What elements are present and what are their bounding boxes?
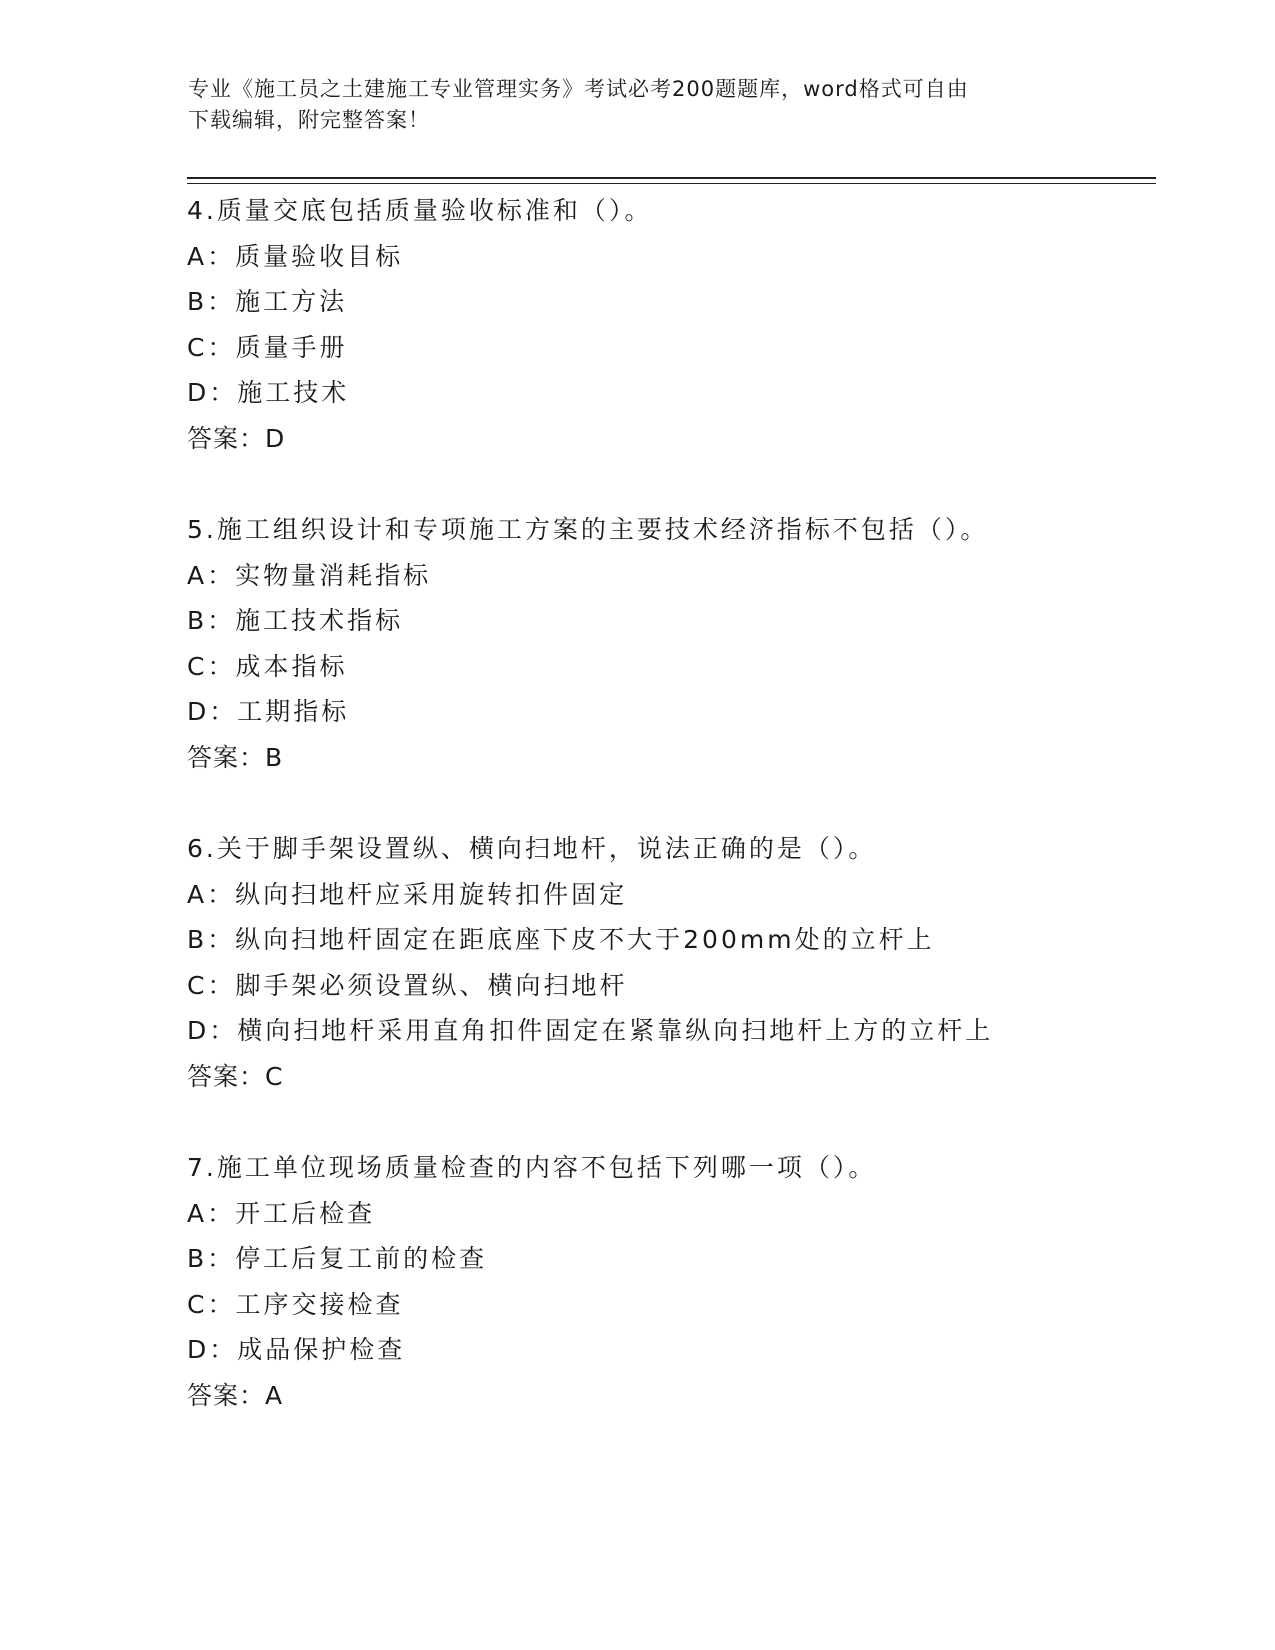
question-list xyxy=(187,188,1167,1464)
question-stem: 5.施工组织设计和专项施工方案的主要技术经济指标不包括（）。 xyxy=(187,515,989,544)
question-6 xyxy=(187,826,1167,1099)
option-a: A：纵向扫地杆应采用旋转扣件固定 xyxy=(187,879,628,909)
option-c: C：脚手架必须设置纵、横向扫地杆 xyxy=(187,970,628,1000)
answer-label: 答案：A xyxy=(187,1380,284,1410)
question-7 xyxy=(187,1145,1167,1418)
option-d: D：工期指标 xyxy=(187,697,350,726)
header-line-1: 专业《施工员之土建施工专业管理实务》考试必考200题题库，word格式可自由 xyxy=(188,77,969,101)
question-5 xyxy=(187,507,1167,780)
question-stem: 6.关于脚手架设置纵、横向扫地杆，说法正确的是（）。 xyxy=(187,834,877,863)
option-d: D：成品保护检查 xyxy=(187,1335,406,1364)
option-b: B：施工方法 xyxy=(187,287,348,316)
header-divider-thin xyxy=(187,183,1156,184)
header-divider-thick xyxy=(187,177,1156,179)
option-b: B：施工技术指标 xyxy=(187,606,404,635)
option-d: D：横向扫地杆采用直角扣件固定在紧靠纵向扫地杆上方的立杆上 xyxy=(187,1016,994,1045)
document-header xyxy=(188,74,1088,136)
option-d: D：施工技术 xyxy=(187,378,350,407)
answer-label: 答案：B xyxy=(187,742,284,772)
question-4 xyxy=(187,188,1167,461)
option-a: A：质量验收目标 xyxy=(187,241,404,271)
answer-label: 答案：C xyxy=(187,1061,284,1091)
option-a: A：实物量消耗指标 xyxy=(187,560,432,590)
option-c: C：工序交接检查 xyxy=(187,1289,404,1319)
option-c: C：质量手册 xyxy=(187,332,348,362)
option-a: A：开工后检查 xyxy=(187,1198,376,1228)
option-b: B：停工后复工前的检查 xyxy=(187,1244,488,1273)
answer-label: 答案：D xyxy=(187,423,286,453)
header-line-2: 下载编辑，附完整答案！ xyxy=(188,108,430,132)
question-stem: 4.质量交底包括质量验收标准和（）。 xyxy=(187,196,653,225)
option-b: B：纵向扫地杆固定在距底座下皮不大于200mm处的立杆上 xyxy=(187,925,935,954)
option-c: C：成本指标 xyxy=(187,651,348,681)
question-stem: 7.施工单位现场质量检查的内容不包括下列哪一项（）。 xyxy=(187,1153,877,1182)
